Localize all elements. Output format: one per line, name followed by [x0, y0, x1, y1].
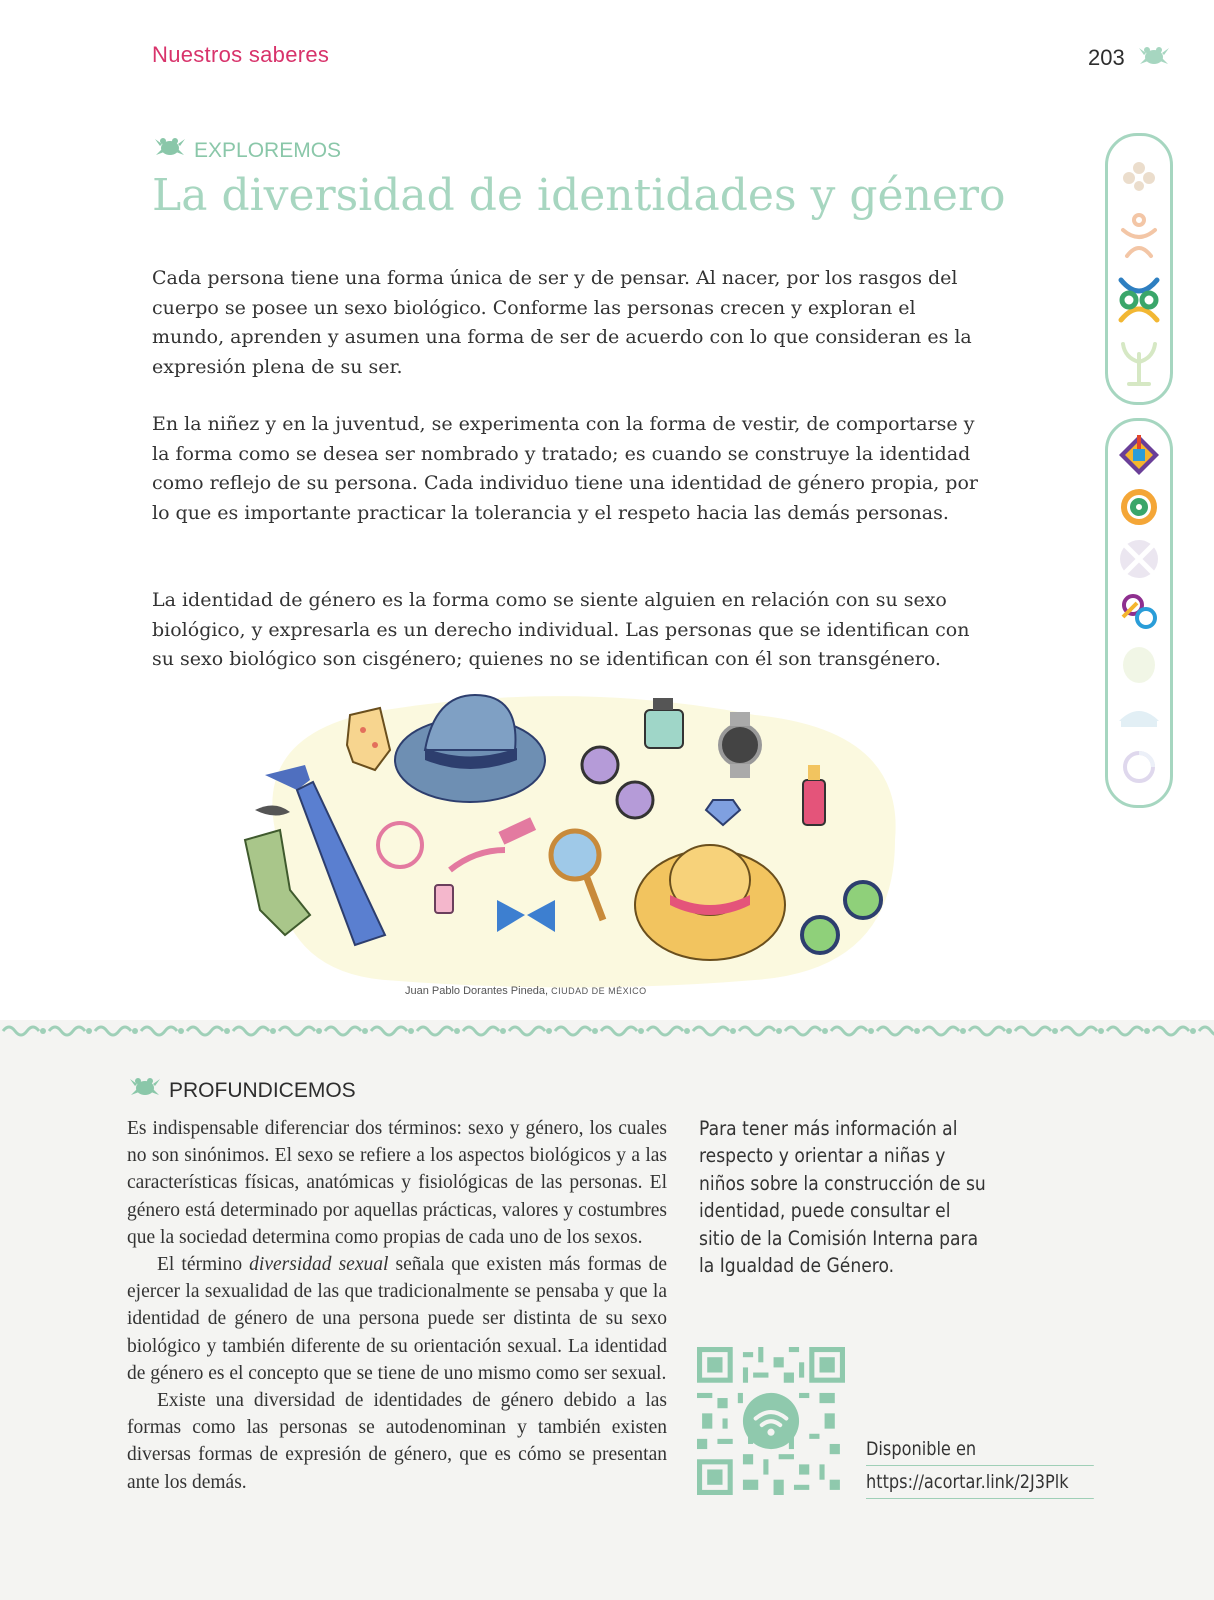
section-label-profundicemos [127, 1075, 356, 1103]
availability-block [866, 1433, 1094, 1499]
paragraph: Existe una diversidad de identidades de género debido a las formas como las personas se autodenominan y también existen diversas formas de expresión de género, que es cómo se presentan ante los demás. [127, 1390, 667, 1493]
emphasis-term: diversidad sexual [249, 1254, 389, 1276]
side-note: Para tener más información al respecto y orientar a niñas y niños sobre la construcción de su identidad, puede consultar el sitio de la Comisión Interna para la Igualdad de Género. [699, 1117, 986, 1278]
critical-thinking-icon [1115, 483, 1163, 531]
decorative-border [0, 1020, 1214, 1042]
frog-icon [1136, 44, 1172, 70]
credit-place: CIUDAD DE MÉXICO [551, 986, 647, 996]
ejes-rail [1105, 418, 1173, 808]
equality-icon [1115, 587, 1163, 635]
page-title: La diversidad de identidades y género [152, 170, 1006, 221]
paragraph [127, 1251, 667, 1387]
available-label: Disponible en [866, 1433, 1094, 1466]
section-label-text: EXPLOREMOS [194, 139, 342, 162]
interculturality-icon [1115, 535, 1163, 583]
frog-icon [152, 135, 188, 161]
paragraph: En la niñez y en la juventud, se experimenta con la forma de vestir, de comportarse y la forma como se desea ser nombrado y tratado; es cuando se construye la identidad como reflejo de su persona. Cada individuo tiene una identidad de género propia, por lo que es importante practicar la tolerancia y el respeto hacia las demás personas. [152, 413, 978, 524]
illustration-credit [405, 985, 647, 997]
text-run: El término [157, 1254, 250, 1276]
flower-icon [1115, 152, 1163, 200]
plant-icon [1115, 336, 1163, 388]
page-number: 203 [1088, 45, 1125, 70]
qr-code[interactable] [697, 1347, 845, 1495]
dancer-icon [1115, 210, 1163, 264]
paragraph: Cada persona tiene una forma única de ser y de pensar. Al nacer, por los rasgos del cuerpo se posee un sexo biológico. Conforme las personas crecen y exploran el mundo, aprenden y asumen una forma de ser de acuerdo con lo que consideran es la expresión plena de su ser. [152, 267, 972, 378]
section-label-text: PROFUNDICEMOS [169, 1079, 356, 1102]
profundicemos-text [127, 1115, 667, 1496]
frog-icon [127, 1075, 163, 1101]
inclusion-icon [1115, 431, 1163, 479]
campos-formativos-rail [1105, 133, 1173, 405]
section-label-exploremos [152, 135, 341, 163]
people-icon [1115, 272, 1163, 328]
arts-icon [1115, 743, 1163, 791]
health-icon [1115, 639, 1163, 687]
reading-icon [1115, 691, 1163, 739]
nail-polish-icon [435, 885, 453, 913]
text-run: señala que existen más formas de ejercer la sexualidad de las que tradicionalmente se pensaba y que la identidad de género de una persona puede ser distinta de su sexo biológico y también diferente de su orientación sexual. La identidad de género es el concepto que se tiene de uno mismo como ser sexual. [127, 1254, 668, 1384]
clothing-accessories-illustration [235, 690, 915, 990]
section-header: Nuestros saberes [152, 42, 330, 67]
paragraph: La identidad de género es la forma como se siente alguien en relación con su sexo biológico, y expresarla es un derecho individual. Las personas que se identifican con su sexo biológico son cisgénero; quienes no se identifican con él son transgénero. [152, 589, 970, 670]
resource-link[interactable]: https://acortar.link/2J3Plk [866, 1466, 1094, 1499]
paragraph: Es indispensable diferenciar dos términos: sexo y género, los cuales no son sinónimos. El sexo se refiere a los aspectos biológicos y a las características físicas, anatómicas y fisiológicas de las personas. El género está determinado por aquellas prácticas, valores y costumbres que la sociedad determina como propias de cada uno de los sexos. [127, 1118, 667, 1248]
credit-name: Juan Pablo Dorantes Pineda, [405, 985, 549, 997]
